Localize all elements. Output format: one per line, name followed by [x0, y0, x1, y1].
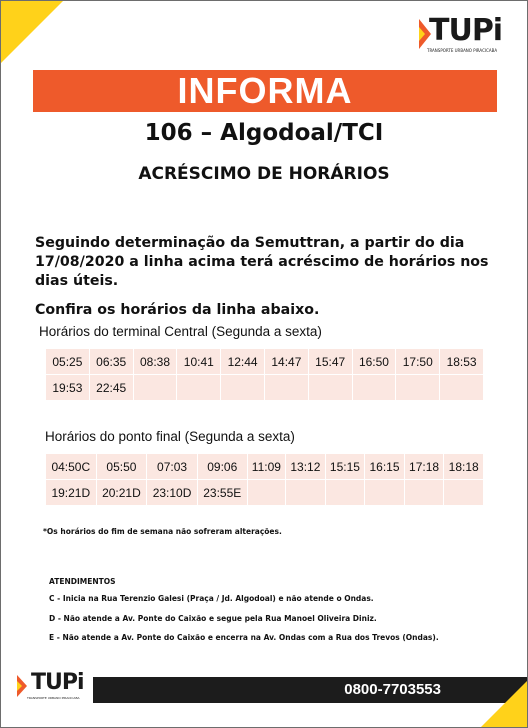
atendimento-item-e: E - Não atende a Av. Ponte do Caixão e encerra na Av. Ondas com a Rua dos Trevos (Ondas). [49, 633, 439, 642]
time-cell: 17:50 [396, 349, 440, 375]
time-cell: 09:06 [197, 454, 247, 480]
time-cell: 15:47 [308, 349, 352, 375]
tupi-logo-top [419, 13, 503, 55]
time-cell: 11:09 [247, 454, 285, 480]
time-cell: 04:50C [46, 454, 97, 480]
time-cell: 08:38 [133, 349, 177, 375]
confira-text: Confira os horários da linha abaixo. [35, 302, 320, 318]
final-label-days: (Segunda a sexta) [180, 429, 295, 444]
time-cell: 22:45 [89, 375, 133, 401]
table-row [46, 349, 484, 375]
central-schedule-table [45, 348, 484, 401]
time-cell: 23:10D [147, 480, 198, 506]
tupi-logo-bottom [13, 670, 89, 703]
time-cell: 16:50 [352, 349, 396, 375]
line-title: 106 – Algodoal/TCI [144, 120, 384, 146]
weekend-note: *Os horários do fim de semana não sofreram alterações. [43, 527, 282, 536]
final-schedule-table [45, 453, 484, 506]
time-cell: 05:50 [96, 454, 147, 480]
time-cell [325, 480, 365, 506]
time-cell [264, 375, 308, 401]
corner-accent-top-left [1, 1, 63, 63]
time-cell [308, 375, 352, 401]
logo-tagline: TRANSPORTE URBANO PIRACICABA [427, 48, 498, 53]
corner-accent-bottom-right [481, 681, 527, 727]
time-cell: 18:18 [444, 454, 484, 480]
informa-banner [33, 70, 497, 112]
notice-text: Seguindo determinação da Semuttran, a partir do dia 17/08/2020 a linha acima terá acréscimo de horários nos dias úteis. [35, 235, 489, 289]
time-cell [177, 375, 221, 401]
time-cell [365, 480, 405, 506]
time-cell: 16:15 [365, 454, 405, 480]
time-cell: 19:53 [46, 375, 90, 401]
logo-wordmark: TUPi [31, 670, 84, 695]
time-cell: 15:15 [325, 454, 365, 480]
footer-phone: 0800-7703553 [344, 681, 441, 698]
time-cell: 17:18 [404, 454, 444, 480]
time-cell [440, 375, 484, 401]
time-cell [352, 375, 396, 401]
banner-title: INFORMA [177, 70, 353, 111]
central-label-days: (Segunda a sexta) [207, 324, 322, 339]
table-row [46, 375, 484, 401]
time-cell: 19:21D [46, 480, 97, 506]
announcement-subtitle: ACRÉSCIMO DE HORÁRIOS [138, 164, 390, 184]
time-cell [286, 480, 326, 506]
table-row [46, 480, 484, 506]
time-cell: 05:25 [46, 349, 90, 375]
final-label-main: Horários do ponto final [45, 429, 181, 444]
time-cell [221, 375, 265, 401]
table-row [46, 454, 484, 480]
time-cell [133, 375, 177, 401]
atendimento-item-c: C - Inicia na Rua Terenzio Galesi (Praça / Jd. Algodoal) e não atende o Ondas. [49, 594, 374, 603]
atendimento-item-d: D - Não atende a Av. Ponte do Caixão e segue pela Rua Manoel Oliveira Diniz. [49, 614, 377, 623]
time-cell: 10:41 [177, 349, 221, 375]
time-cell: 06:35 [89, 349, 133, 375]
central-schedule-label [39, 324, 322, 339]
logo-tagline: TRANSPORTE URBANO PIRACICABA [27, 696, 80, 700]
time-cell [404, 480, 444, 506]
atendimentos-title: ATENDIMENTOS [49, 577, 116, 586]
logo-arrow-icon [17, 675, 27, 697]
final-schedule-label [45, 429, 295, 444]
time-cell: 12:44 [221, 349, 265, 375]
logo-wordmark: TUPi [429, 13, 503, 48]
time-cell: 23:55E [197, 480, 247, 506]
time-cell: 20:21D [96, 480, 147, 506]
time-cell [396, 375, 440, 401]
time-cell [247, 480, 285, 506]
time-cell: 14:47 [264, 349, 308, 375]
time-cell [444, 480, 484, 506]
time-cell: 18:53 [440, 349, 484, 375]
time-cell: 07:03 [147, 454, 198, 480]
central-label-main: Horários do terminal Central [39, 324, 208, 339]
time-cell: 13:12 [286, 454, 326, 480]
